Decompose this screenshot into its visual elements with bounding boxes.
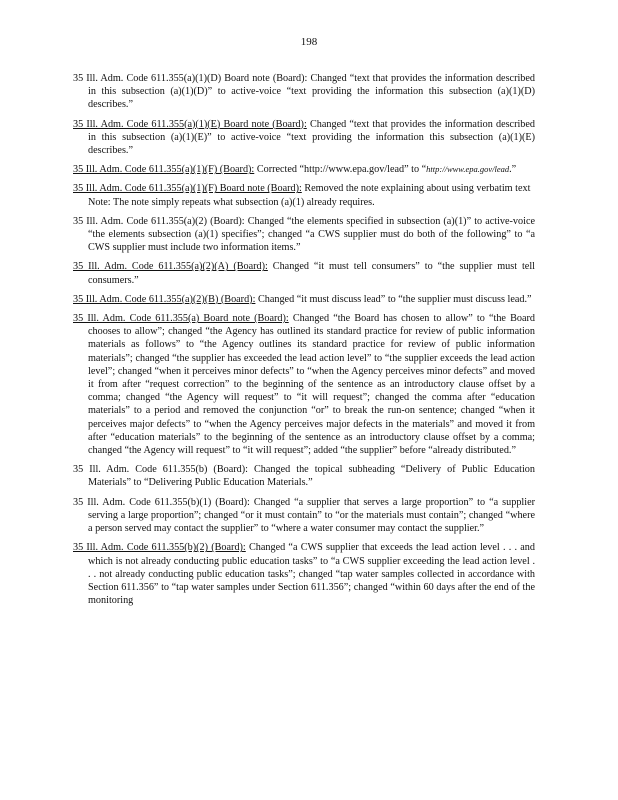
entry-text: Changed “it must tell consumers” to “the supplier must tell consumers.” bbox=[88, 261, 535, 286]
entry-611-355-a-2-A bbox=[73, 260, 535, 286]
entry-citation: 35 Ill. Adm. Code 611.355(a)(2)(B) (Board): bbox=[73, 293, 256, 305]
entry-text: Corrected “http://www.epa.gov/lead” to “ bbox=[254, 164, 427, 176]
entries-list bbox=[73, 72, 535, 613]
entry-611-355-a-1-D-board-note bbox=[73, 72, 535, 112]
entry-611-355-b-1 bbox=[73, 496, 535, 536]
entry-citation: 35 Ill. Adm. Code 611.355(a) Board note (Board): bbox=[73, 313, 289, 325]
entry-611-355-b-2 bbox=[73, 541, 535, 607]
entry-611-355-a-1-F-board-note bbox=[73, 182, 535, 208]
entry-url: http://www.epa.gov/lead bbox=[426, 164, 510, 175]
entry-text: Changed “text that provides the information described in this subsection (a)(1)(D)” to active-voice “text providing the information this subsection (a)(1)(D) describes.” bbox=[88, 73, 535, 111]
entry-citation: 35 Ill. Adm. Code 611.355(b)(1) (Board): bbox=[73, 496, 250, 508]
entry-citation: 35 Ill. Adm. Code 611.355(a)(1)(E) Board note (Board): bbox=[73, 118, 307, 130]
entry-citation: 35 Ill. Adm. Code 611.355(a)(1)(F) Board note (Board): bbox=[73, 183, 302, 195]
entry-citation: 35 Ill. Adm. Code 611.355(a)(1)(D) Board note (Board): bbox=[73, 73, 308, 84]
entry-text: Changed the topical subheading “Delivery of Public Education Materials” to “Delivering Public Education Materials.” bbox=[88, 464, 535, 489]
entry-text: Changed “the Board has chosen to allow” to “the Board chooses to allow”; changed “the Agency has outlined its standard practice for review of public information materials as follows” to “the Agency outlines its standard practice for review of public information materials”; changed “the supplier has exceeded the lead action level” to “the supplier exceeds the lead action level”; changed “when it perceives minor defects” to “when the Agency perceives minor defects” and moved it from after “request correction” to the beginning of the sentence as an introductory clause offset by a comma; changed “the Agency will request” to “it will request”; changed the comma after “education materials” to a period and removed the conjunction “or” to break the run-on sentence; changed “when it perceives major defects” to “when the Agency perceives major defects in the materials” and moved it from after “education materials” to the beginning of the sentence as an introductory clause offset by a comma; changed “the Agency will request” to “it will request”; added “the supplier” before “already distributed.” bbox=[88, 313, 535, 457]
entry-citation: 35 Ill. Adm. Code 611.355(b) (Board): bbox=[73, 464, 248, 476]
entry-text-after: .” bbox=[509, 164, 517, 176]
entry-611-355-a-2 bbox=[73, 215, 535, 255]
entry-611-355-b bbox=[73, 463, 535, 489]
entry-text: Changed “a supplier that serves a large proportion” to “a supplier serving a large proportion”; changed “or it must contain” to “or the materials must contain”; changed “where a person served may contact the supplier” to “where a water consumer may contact the supplier.” bbox=[88, 496, 535, 535]
entry-citation: 35 Ill. Adm. Code 611.355(a)(2) (Board): bbox=[73, 215, 245, 227]
entry-611-355-a-board-note bbox=[73, 312, 535, 457]
entry-citation: 35 Ill. Adm. Code 611.355(a)(1)(F) (Board): bbox=[73, 164, 255, 176]
entry-611-355-a-1-F bbox=[73, 163, 535, 176]
entry-611-355-a-1-E-board-note bbox=[73, 118, 535, 158]
entry-text: Removed the note explaining about using verbatim text bbox=[301, 183, 531, 195]
entry-text: Changed “a CWS supplier that exceeds the lead action level . . . and which is not already conducting public education tasks” to “a CWS supplier exceeding the lead action level . . . not already conducting public education tasks”; changed “tap water samples collected in accordance with Section 611.356” to “tap water samples under Section 611.356”; changed “within 60 days after the end of the monitoring bbox=[88, 542, 535, 607]
entry-text: Changed “text that provides the information described in this subsection (a)(1)(E)” to active-voice “text providing the information this subsection (a)(1)(E) describes.” bbox=[88, 118, 536, 157]
entry-citation: 35 Ill. Adm. Code 611.355(a)(2)(A) (Board): bbox=[73, 261, 268, 273]
page-number: 198 bbox=[300, 36, 318, 48]
entry-text: Changed “the elements specified in subsection (a)(1)” to active-voice “the elements subsection (a)(1) specifies”; changed “a CWS supplier must do both of the following” to “a CWS supplier must include two information items.” bbox=[88, 215, 535, 254]
entry-611-355-a-2-B bbox=[73, 293, 535, 306]
entry-text: Changed “it must discuss lead” to “the supplier must discuss lead.” bbox=[255, 293, 532, 305]
entry-note: Note: The note simply repeats what subsection (a)(1) already requires. bbox=[88, 196, 375, 208]
entry-citation: 35 Ill. Adm. Code 611.355(b)(2) (Board): bbox=[73, 542, 246, 554]
